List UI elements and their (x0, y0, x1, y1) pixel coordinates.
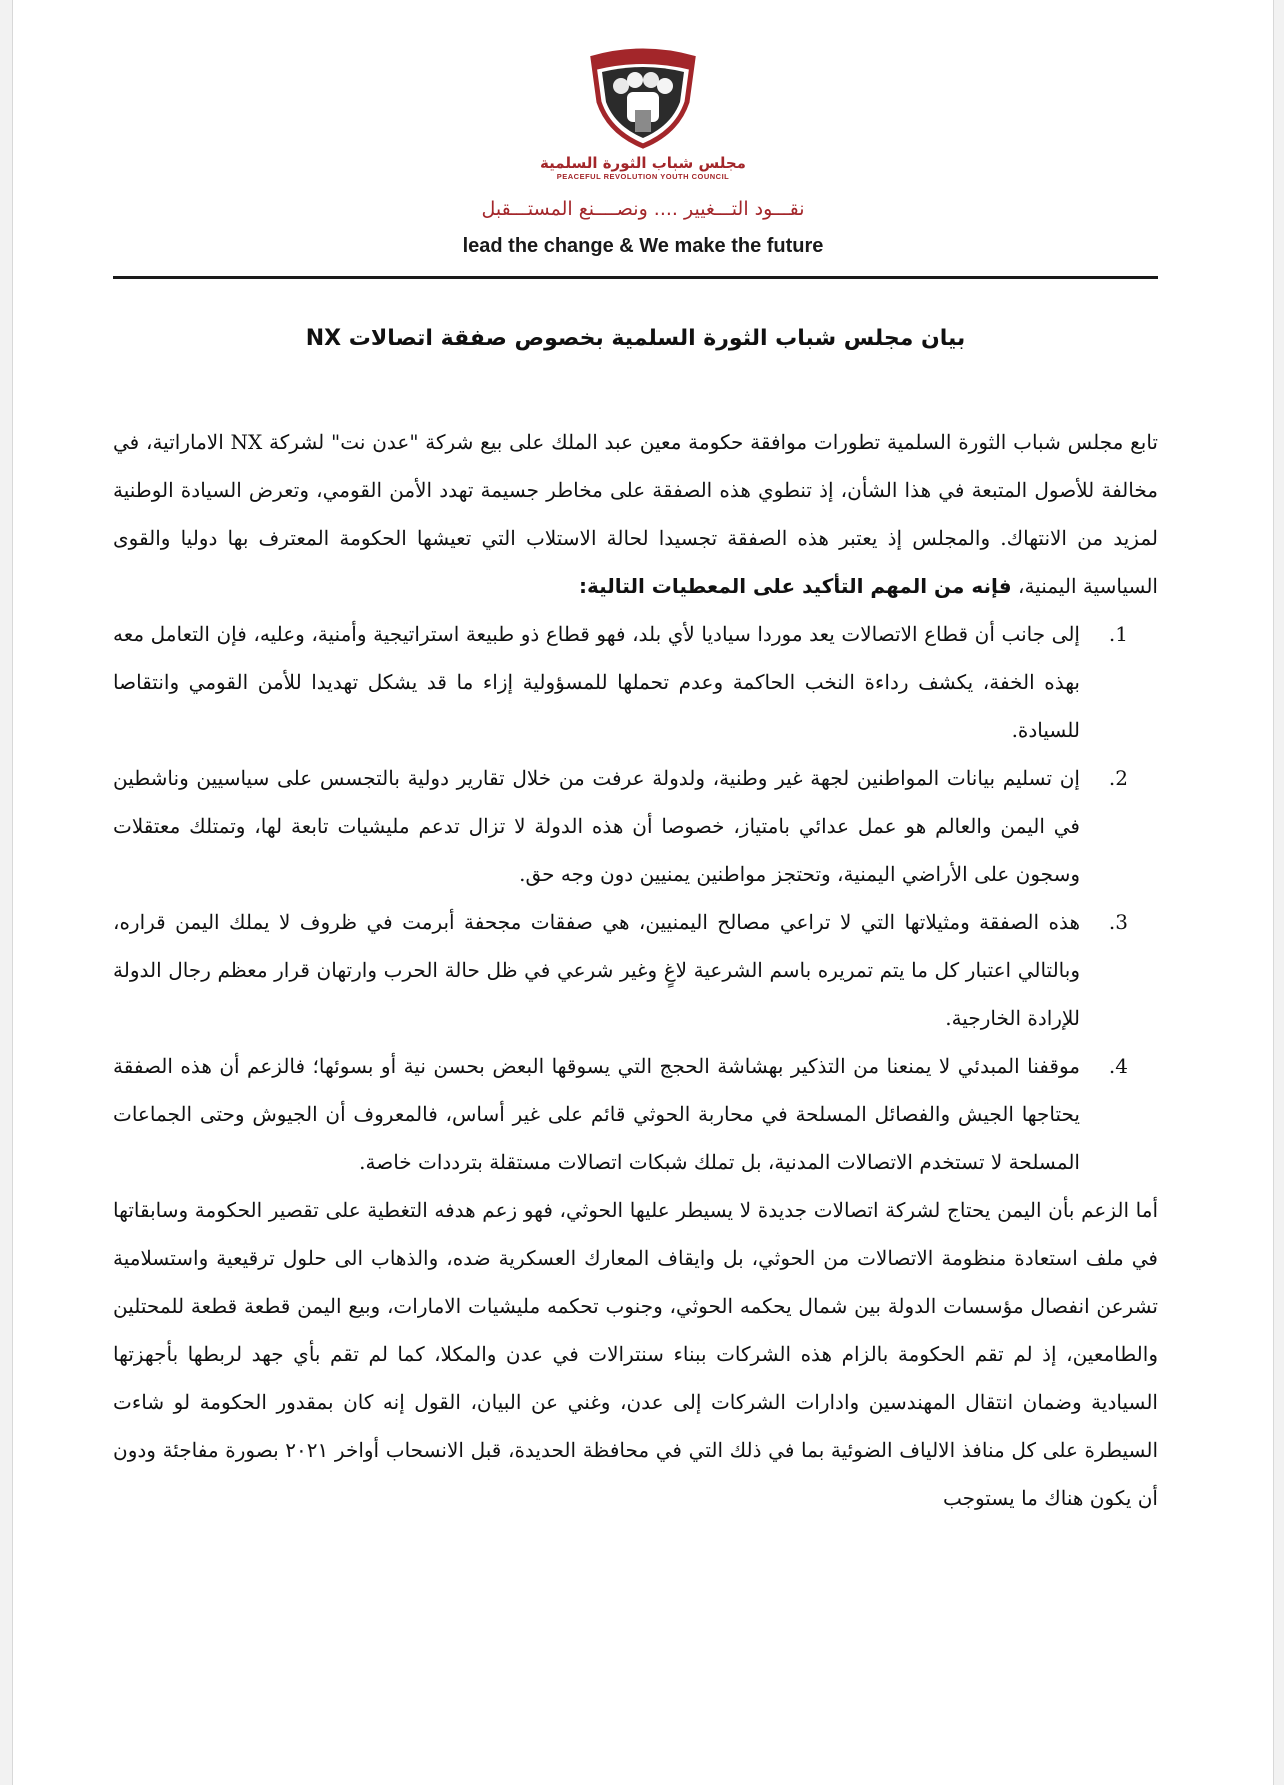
council-logo (13, 40, 1273, 181)
statement-body (113, 418, 1158, 1522)
point-number: 3. (1108, 910, 1128, 934)
intro-text: تابع مجلس شباب الثورة السلمية تطورات موافقة حكومة معين عبد الملك على بيع شركة "عدن نت" لشركة NX الاماراتية، في مخالفة للأصول المتبعة في هذا الشأن، إذ تنطوي هذه الصفقة على مخاطر جسيمة تهدد الأمن القومي، وتعرض السيادة الوطنية لمزيد من الانتهاك. والمجلس إذ يعتبر هذه الصفقة تجسيدا لحالة الاستلاب التي تعيشها الحكومة المعترف بها دوليا والقوى السياسية اليمنية، (113, 430, 1158, 598)
list-item (113, 898, 1158, 1042)
point-text: موقفنا المبدئي لا يمنعنا من التذكير بهشاشة الحجج التي يسوقها البعض بحسن نية أو بسوئها؛ فالزعم أن هذه الصفقة يحتاجها الجيش والفصائل المسلحة في محاربة الحوثي قائم على غير أساس، فالمعروف أن الجيوش وحتى الجماعات المسلحة لا تستخدم الاتصالات المدنية، بل تملك شبكات اتصالات مستقلة بترددات خاصة. (113, 1054, 1080, 1174)
list-item (113, 1042, 1158, 1186)
intro-paragraph (113, 418, 1158, 610)
point-text: إن تسليم بيانات المواطنين لجهة غير وطنية، ولدولة عرفت من خلال تقارير دولية بالتجسس على سياسيين وناشطين في اليمن والعالم هو عمل عدائي بامتياز، خصوصا أن هذه الدولة لا تزال تدعم مليشيات تابعة لها، وتمتلك معتقلات وسجون على الأراضي اليمنية، وتحتجز مواطنين يمنيين دون وجه حق. (113, 766, 1080, 886)
slogan-english: lead the change & We make the future (462, 235, 824, 257)
closing-paragraph: أما الزعم بأن اليمن يحتاج لشركة اتصالات جديدة لا يسيطر عليها الحوثي، فهو زعم هدفه التغطية على تقصير الحكومة وسابقاتها في ملف استعادة منظومة الاتصالات من الحوثي، بل وايقاف المعارك العسكرية ضده، والذهاب الى حلول ترقيعية واستسلامية تشرعن انفصال مؤسسات الدولة بين شمال يحكمه الحوثي، وجنوب تحكمه مليشيات الامارات، وبيع اليمن قطعة قطعة للمحتلين والطامعين، إذ لم تقم الحكومة بالزام هذه الشركات ببناء سنترالات في عدن والمكلا، كما لم تقم بأي جهد لربطها بأجهزتها السيادية وضمان انتقال المهندسين وادارات الشركات إلى عدن، وغني عن البيان، القول إنه كان بمقدور الحكومة لو شاءت السيطرة على كل منافذ الالياف الضوئية بما في ذلك التي في محافظة الحديدة، قبل الانسحاب أواخر ٢٠٢١ بصورة مفاجئة ودون أن يكون هناك ما يستوجب (113, 1198, 1159, 1510)
document-title: بيان مجلس شباب الثورة السلمية بخصوص صفقة اتصالات NX (305, 326, 966, 351)
point-text: هذه الصفقة ومثيلاتها التي لا تراعي مصالح اليمنيين، هي صفقات مجحفة أبرمت في ظروف لا يملك اليمن قراره، وبالتالي اعتبار كل ما يتم تمريره باسم الشرعية لاغٍ وغير شرعي في ظل حالة الحرب وارتهان قرار معظم رجال الدولة للإرادة الخارجية. (113, 910, 1080, 1030)
shield-emblem-icon (583, 40, 703, 150)
point-text: إلى جانب أن قطاع الاتصالات يعد موردا سياديا لأي بلد، فهو قطاع ذو طبيعة استراتيجية وأمنية، وعليه، فإن التعامل معه بهذه الخفة، يكشف رداءة النخب الحاكمة وعدم تحملها للمسؤولية إزاء ما قد يشكل تهديدا للأمن القومي وانتقاصا للسيادة. (113, 622, 1080, 742)
intro-emphasis: فإنه من المهم التأكيد على المعطيات التالية: (578, 574, 1012, 598)
list-item (113, 610, 1158, 754)
slogan-arabic: نقـــود التـــغيير .... ونصــــنع المستـــقبل (481, 198, 805, 220)
point-number: 4. (1108, 1054, 1128, 1078)
header-divider (113, 276, 1158, 279)
point-number: 1. (1108, 622, 1128, 646)
points-list (113, 610, 1158, 1186)
point-number: 2. (1108, 766, 1128, 790)
list-item (113, 754, 1158, 898)
logo-name-arabic: مجلس شباب الثورة السلمية (540, 154, 746, 172)
logo-name-english: PEACEFUL REVOLUTION YOUTH COUNCIL (556, 172, 730, 181)
